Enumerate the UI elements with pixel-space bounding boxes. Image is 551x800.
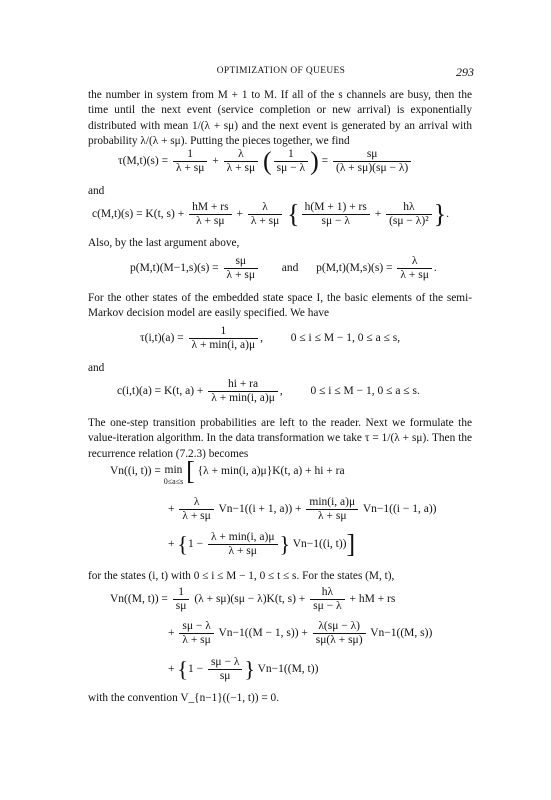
label-and: and — [88, 185, 105, 197]
equation-tau-M: τ(M,t)(s) = $\frac{1}{\lambda + s\mu}$ + $\frac{\lambda}{\lambda + s\mu}$ ( $\frac{1}{s\mu - \lambda}$ ) = $\frac{s\mu}{(\lambda + s\mu)(s\mu - \lambda)}$ — [118, 148, 413, 175]
eq-lhs: c(M,t)(s) = K(t, s) + — [92, 208, 185, 221]
eq-lhs: τ(i,t)(a) = — [140, 332, 184, 345]
fraction: $\frac{\lambda}{\lambda + s\mu}$ — [248, 201, 282, 228]
equation-transition-probs: p(M,t)(M−1,s)(s) = $\frac{s\mu}{\lambda + s\mu}$ and p(M,t)(M,s)(s) = $\frac{\lambda}{\lambda + s\mu}$ . — [130, 255, 437, 281]
equation-cost-M: c(M,t)(s) = K(t, s) + $\frac{hM + rs}{\lambda + s\mu}$ + $\frac{\lambda}{\lambda + s\mu}$ { $\frac{h(M + 1) + rs}{s\mu - \lambda}$ + $\frac{h\lambda}{\text{(sμ − λ)²}}$ }. — [92, 199, 449, 229]
fraction: $\frac{h\lambda}{\text{(sμ − λ)²}}$ — [386, 201, 432, 228]
fraction: $\frac{\lambda(s\mu - \lambda)}{s\mu(\lambda + s\mu)}$ — [313, 620, 366, 647]
fraction: $\frac{s\mu - \lambda}{\lambda + s\mu}$ — [179, 620, 213, 647]
label-also: Also, by the last argument above, — [88, 237, 240, 249]
equation-vn-M-line3: + {1 − $\frac{s\mu - \lambda}{s\mu}$ } Vn−1((M, t)) — [168, 656, 319, 682]
fraction: $\frac{1}{s\mu - \lambda}$ — [274, 148, 308, 175]
paragraph-other-states: For the other states of the embedded state space I, the basic elements of the semi-Markov decision model are easily specified. We have — [88, 292, 472, 320]
paragraph-states-i: for the states (i, t) with 0 ≤ i ≤ M − 1, 0 ≤ t ≤ s. For the states (M, t), — [88, 570, 395, 582]
fraction: $\frac{hi + ra}{\lambda + \min(i, a)\mu}$ — [208, 378, 278, 405]
eq-lhs: Vn((i, t)) = — [110, 465, 161, 477]
equation-vn-i-line3: + {1 − $\frac{\lambda + \min(i, a)\mu}{\lambda + s\mu}$ } Vn−1((i, t))] — [168, 529, 356, 559]
eq-lhs: p(M,t)(M−1,s)(s) = — [130, 262, 219, 275]
fraction: $\frac{\lambda}{\lambda + s\mu}$ — [179, 496, 213, 523]
fraction: $\frac{\min(i, a)\mu}{\lambda + s\mu}$ — [306, 496, 358, 523]
paragraph-convention: with the convention V_{n−1}((−1, t)) = 0. — [88, 692, 280, 704]
equation-vn-i-line1: Vn((i, t)) = min 0≤a≤s [ {λ + min(i, a)μ}K(t, a) + hi + ra — [110, 456, 345, 486]
equation-vn-M-line2: + $\frac{s\mu - \lambda}{\lambda + s\mu}$ Vn−1((M − 1, s)) + $\frac{\lambda(s\mu - \lambda)}{s\mu(\lambda + s\mu)}$ Vn−1((M, s)) — [168, 620, 433, 646]
equation-cost-i: c(i,t)(a) = K(t, a) + $\frac{hi + ra}{\lambda + \min(i, a)\mu}$ , 0 ≤ i ≤ M − 1, 0 ≤ a ≤ s. — [117, 378, 420, 404]
eq-lhs: Vn((M, t)) = — [110, 593, 168, 606]
fraction: $\frac{s\mu}{\lambda + s\mu}$ — [224, 255, 258, 282]
equation-vn-M-line1: Vn((M, t)) = $\frac{1}{s\mu}$ (λ + sμ)(sμ − λ)K(t, s) + $\frac{h\lambda}{s\mu - \lambda}$ + hM + rs — [110, 586, 396, 612]
fraction: $\frac{\lambda + \min(i, a)\mu}{\lambda + s\mu}$ — [208, 531, 278, 558]
equation-vn-i-line2: + $\frac{\lambda}{\lambda + s\mu}$ Vn−1((i + 1, a)) + $\frac{\min(i, a)\mu}{\lambda + s\mu}$ Vn−1((i − 1, a)) — [168, 496, 437, 522]
fraction: $\frac{1}{\lambda + \min(i, a)\mu}$ — [189, 325, 259, 352]
fraction: $\frac{1}{\lambda + s\mu}$ — [173, 148, 207, 175]
min-operator: min 0≤a≤s — [163, 464, 184, 486]
fraction: $\frac{\lambda}{\lambda + s\mu}$ — [224, 148, 258, 175]
paragraph-value-iteration: The one-step transition probabilities are left to the reader. Next we formulate the value-iteration algorithm. In the data transformation we take τ = 1/(λ + sμ). Then the recurrence relation (7.2.3) becomes — [88, 417, 472, 460]
fraction: $\frac{1}{s\mu}$ — [173, 586, 190, 613]
fraction: $\frac{h\lambda}{s\mu - \lambda}$ — [310, 586, 344, 613]
running-title: OPTIMIZATION OF QUEUES — [216, 66, 346, 76]
fraction: $\frac{h(M + 1) + rs}{s\mu - \lambda}$ — [302, 201, 370, 228]
fraction: $\frac{hM + rs}{\lambda + s\mu}$ — [189, 201, 232, 228]
eq-lhs: c(i,t)(a) = K(t, a) + — [117, 385, 204, 398]
fraction: $\frac{s\mu}{(\lambda + s\mu)(s\mu - \lambda)}$ — [333, 148, 411, 175]
label-and-2: and — [88, 362, 105, 374]
eq-lhs: τ(M,t)(s) = — [118, 155, 169, 168]
fraction: $\frac{\lambda}{\lambda + s\mu}$ — [397, 255, 431, 282]
paragraph-intro: the number in system from M + 1 to M. If all of the s channels are busy, then the time until the next event (service completion or new arrival) is exponentially distributed with mean 1/(λ + sμ) and the next event is generated by an arrival with probability λ/(λ + sμ). Putting the pieces together, we find — [88, 89, 472, 148]
running-header — [88, 66, 474, 80]
fraction: $\frac{s\mu - \lambda}{s\mu}$ — [208, 656, 242, 683]
page-number: 293 — [456, 65, 474, 79]
equation-tau-i: τ(i,t)(a) = $\frac{1}{\lambda + \min(i, a)\mu}$ , 0 ≤ i ≤ M − 1, 0 ≤ a ≤ s, — [140, 325, 401, 351]
